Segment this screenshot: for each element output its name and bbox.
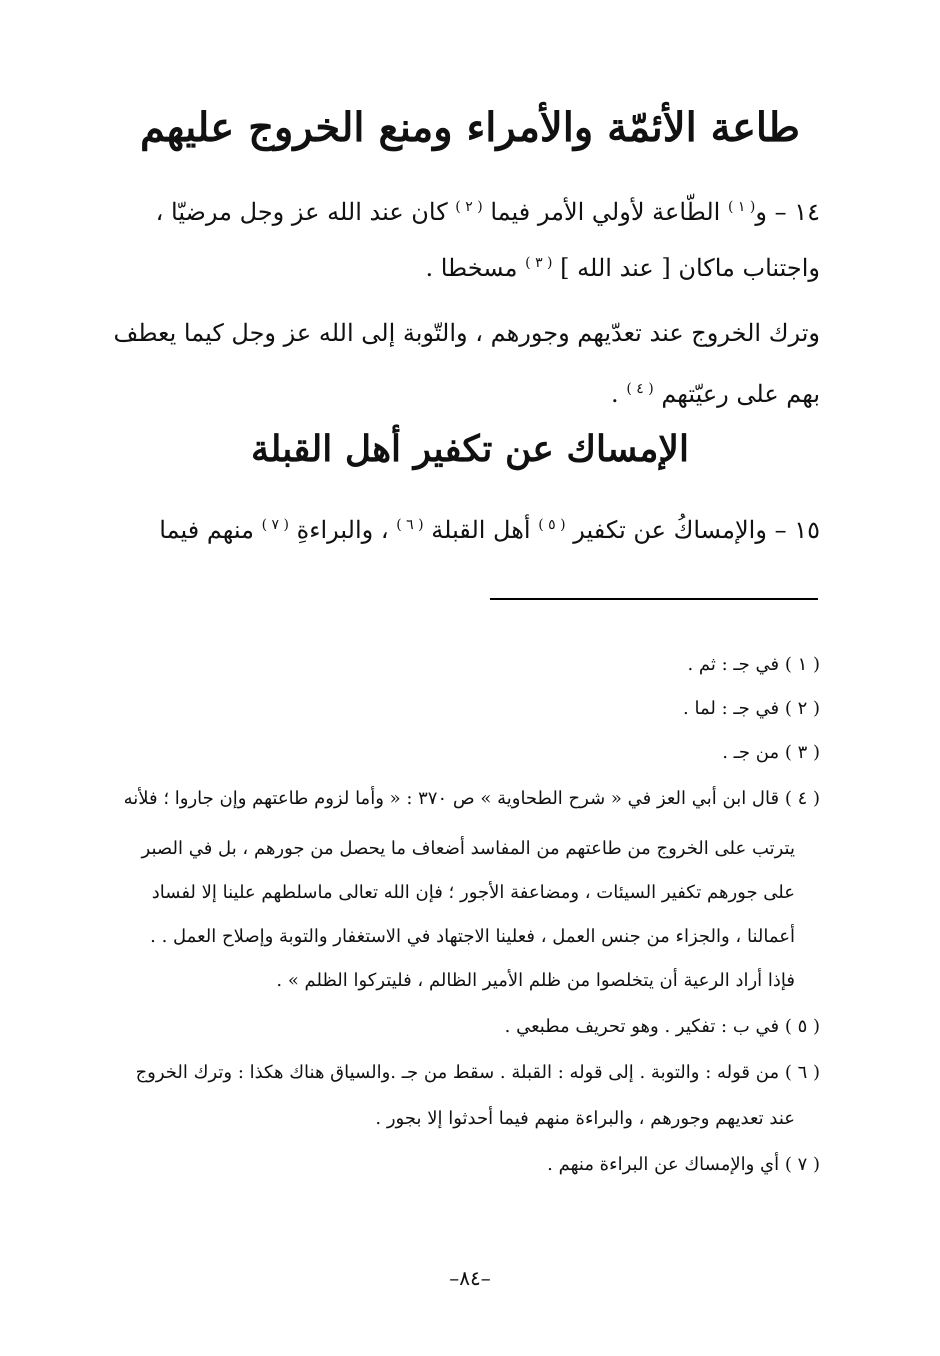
footnote-4-cont-3: أعمالنا ، والجزاء من جنس العمل ، فعلينا الاجتهاد في الاستغفار والتوبة وإصلاح العمل . . bbox=[150, 926, 795, 947]
paragraph-14-line-2: واجتناب ماكان [ عند الله ] $^{( ٣ )}$ مسخطا . bbox=[425, 254, 820, 282]
footnote-6-cont: عند تعديهم وجورهم ، والبراءة منهم فيما أحدثوا إلا بجور . bbox=[375, 1108, 795, 1129]
footnote-ref-3[interactable]: ( ٣ ) bbox=[525, 255, 553, 271]
footnote-3: ( ٣ ) من جـ . bbox=[722, 742, 820, 763]
section-heading-takfir: الإمساك عن تكفير أهل القبلة bbox=[251, 428, 689, 470]
paragraph-number: ١٤ – bbox=[774, 198, 820, 226]
footnote-ref-4[interactable]: ( ٤ ) bbox=[626, 381, 654, 397]
footnote-ref-6[interactable]: ( ٦ ) bbox=[396, 517, 424, 533]
footnote-ref-7[interactable]: ( ٧ ) bbox=[261, 517, 289, 533]
footnote-1: ( ١ ) في جـ : ثم . bbox=[687, 654, 820, 675]
paragraph-14b-line-2: بهم على رعيّتهم $^{( ٤ )}$ . bbox=[611, 380, 820, 408]
paragraph-14b-line-1: وترك الخروج عند تعدّيهم وجورهم ، والتّوبة إلى الله عز وجل كيما يعطف bbox=[113, 319, 820, 347]
section-heading-obedience: طاعة الأئمّة والأمراء ومنع الخروج عليهم bbox=[140, 104, 800, 151]
footnote-7: ( ٧ ) أي والإمساك عن البراءة منهم . bbox=[547, 1154, 820, 1175]
paragraph-14-line-1: ١٤ – و$^{( ١ )}$ الطّاعة لأولي الأمر فيما $^{( ٢ )}$ كان عند الله عز وجل مرضيّا ، bbox=[155, 198, 820, 226]
paragraph-number: ١٥ – bbox=[774, 516, 820, 544]
footnote-ref-5[interactable]: ( ٥ ) bbox=[538, 517, 566, 533]
footnote-ref-1[interactable]: ( ١ ) bbox=[727, 199, 756, 215]
footnote-4-cont-1: يترتب على الخروج من طاعتهم من المفاسد أضعاف ما يحصل من جورهم ، بل في الصبر bbox=[141, 838, 795, 859]
page-number: –٨٤– bbox=[449, 1266, 491, 1290]
footnote-4: ( ٤ ) قال ابن أبي العز في « شرح الطحاوية » ص ٣٧٠ : « وأما لزوم طاعتهم وإن جاروا ؛ فلأنه bbox=[123, 788, 820, 809]
paragraph-15-line-1: ١٥ – والإمساكُ عن تكفير $^{( ٥ )}$ أهل القبلة $^{( ٦ )}$ ، والبراءةِ $^{( ٧ )}$ منهم فيما bbox=[159, 516, 820, 544]
footnote-4-cont-2: على جورهم تكفير السيئات ، ومضاعفة الأجور ؛ فإن الله تعالى ماسلطهم علينا إلا لفساد bbox=[151, 882, 795, 903]
footnote-2: ( ٢ ) في جـ : لما . bbox=[683, 698, 820, 719]
footnote-ref-2[interactable]: ( ٢ ) bbox=[455, 199, 483, 215]
footnote-6: ( ٦ ) من قوله : والتوبة . إلى قوله : القبلة . سقط من جـ .والسياق هناك هكذا : وترك الخروج bbox=[135, 1062, 820, 1083]
footnote-4-cont-4: فإذا أراد الرعية أن يتخلصوا من ظلم الأمير الظالم ، فليتركوا الظلم » . bbox=[276, 970, 795, 991]
footnote-5: ( ٥ ) في ب : تفكير . وهو تحريف مطبعي . bbox=[504, 1016, 820, 1037]
footnote-separator bbox=[490, 598, 818, 600]
